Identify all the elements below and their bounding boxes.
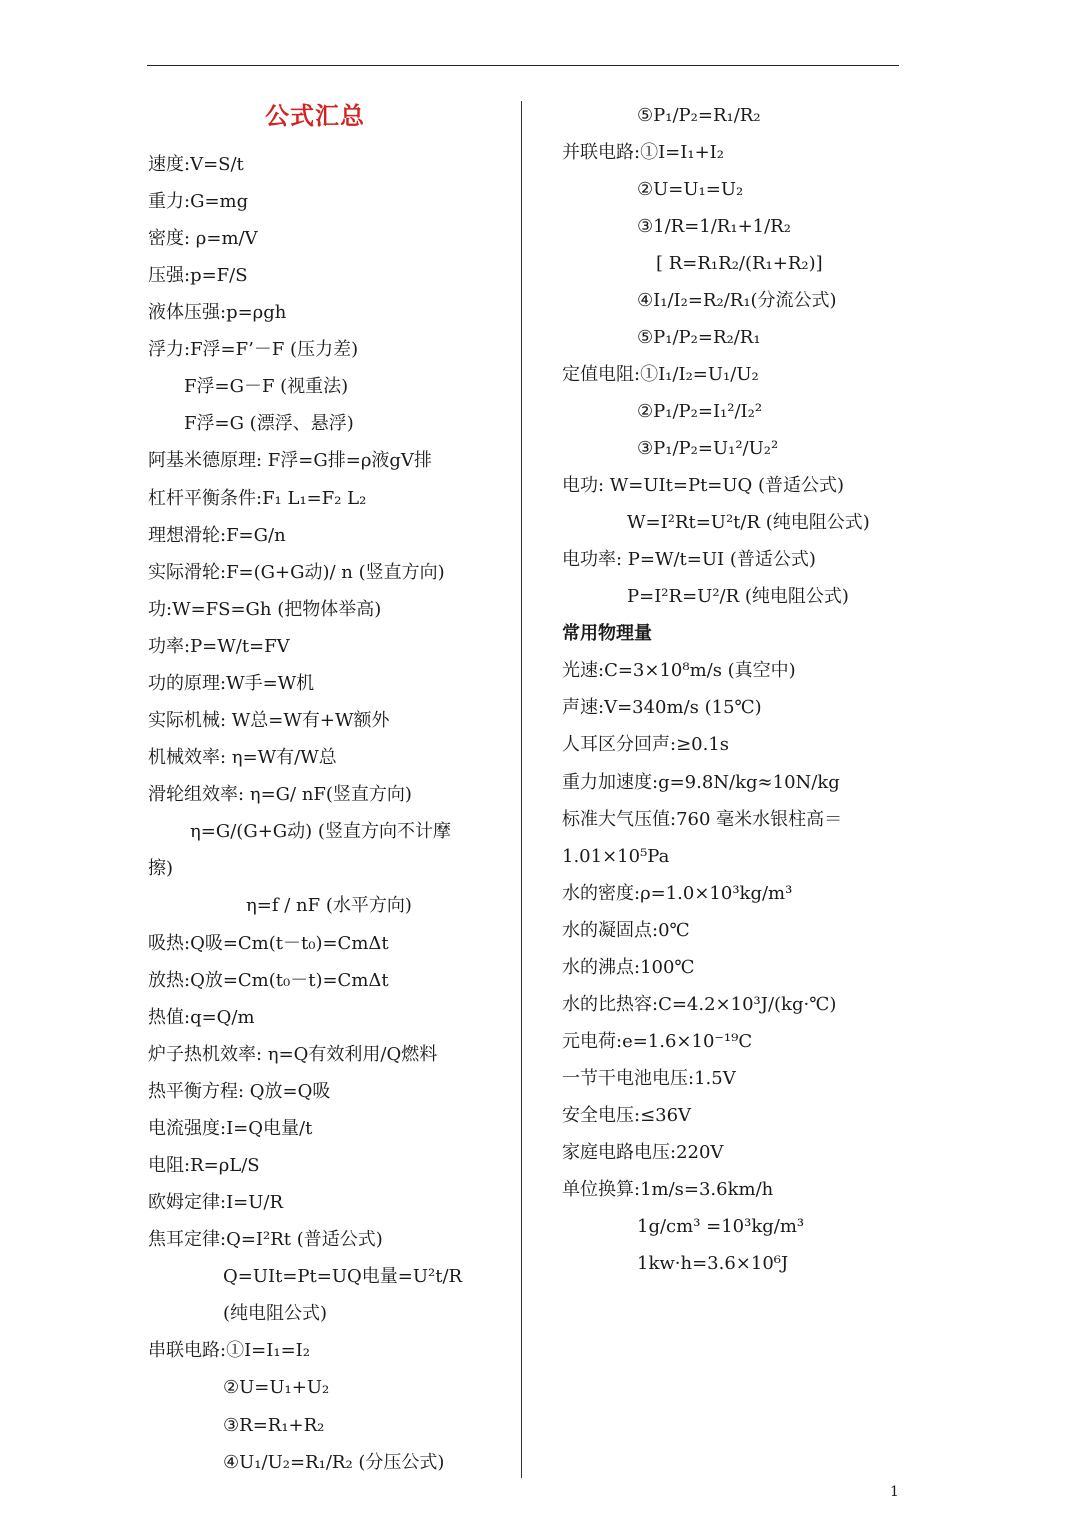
formula-line: 压强:p=F/S xyxy=(148,265,248,286)
formula-line: 重力:G=mg xyxy=(148,191,249,212)
formula-line: 单位换算:1m/s=3.6km/h xyxy=(562,1179,774,1200)
formula-line: 电功: W=UIt=Pt=UQ (普适公式) xyxy=(562,475,845,496)
formula-line: 串联电路:①I=I₁=I₂ xyxy=(148,1340,310,1361)
formula-line: 并联电路:①I=I₁+I₂ xyxy=(562,142,724,163)
formula-line: F浮=G－F (视重法) xyxy=(184,376,349,397)
formula-line: 擦) xyxy=(148,858,174,879)
formula-line: 功率:P=W/t=FV xyxy=(148,636,290,657)
formula-line: ③R=R₁+R₂ xyxy=(223,1415,325,1436)
formula-line: 吸热:Q吸=Cm(t－t₀)=CmΔt xyxy=(148,933,389,954)
formula-line: [ R=R₁R₂/(R₁+R₂)] xyxy=(656,253,823,274)
formula-line: 放热:Q放=Cm(t₀－t)=CmΔt xyxy=(148,970,389,991)
formula-line: 标准大气压值:760 毫米水银柱高＝ xyxy=(562,809,843,830)
formula-line: 速度:V=S/t xyxy=(148,154,244,175)
formula-line: 实际滑轮:F=(G+G动)/ n (竖直方向) xyxy=(148,562,445,583)
formula-line: 人耳区分回声:≥0.1s xyxy=(562,734,730,755)
formula-line: 电功率: P=W/t=UI (普适公式) xyxy=(562,549,816,570)
formula-line: 理想滑轮:F=G/n xyxy=(148,525,286,546)
formula-line: ③1/R=1/R₁+1/R₂ xyxy=(637,216,791,237)
formula-line: 家庭电路电压:220V xyxy=(562,1142,724,1163)
header-rule xyxy=(147,65,899,66)
formula-line: 功的原理:W手=W机 xyxy=(148,673,315,694)
formula-line: 欧姆定律:I=U/R xyxy=(148,1192,284,1213)
formula-line: Q=UIt=Pt=UQ电量=U²t/R xyxy=(223,1266,463,1287)
formula-line: 安全电压:≤36V xyxy=(562,1105,692,1126)
formula-line: 1g/cm³ =10³kg/m³ xyxy=(637,1216,805,1237)
formula-line: 水的比热容:C=4.2×10³J/(kg·℃) xyxy=(562,994,837,1015)
formula-line: 水的密度:ρ=1.0×10³kg/m³ xyxy=(562,883,793,904)
formula-line: 阿基米德原理: F浮=G排=ρ液gV排 xyxy=(148,450,432,471)
formula-line: 水的凝固点:0℃ xyxy=(562,920,690,941)
formula-line: (纯电阻公式) xyxy=(223,1303,328,1324)
document-title: 公式汇总 xyxy=(265,101,365,130)
formula-line: 浮力:F浮=F’－F (压力差) xyxy=(148,339,359,360)
formula-line: 水的沸点:100℃ xyxy=(562,957,695,978)
page-number: 1 xyxy=(890,1484,899,1500)
section-heading: 常用物理量 xyxy=(562,623,652,644)
formula-line: 定值电阻:①I₁/I₂=U₁/U₂ xyxy=(562,364,759,385)
formula-line: 实际机械: W总=W有+W额外 xyxy=(148,710,390,731)
formula-line: ②U=U₁+U₂ xyxy=(223,1377,330,1398)
formula-line: 密度: ρ=m/V xyxy=(148,228,258,249)
formula-line: 电阻:R=ρL/S xyxy=(148,1155,260,1176)
formula-line: P=I²R=U²/R (纯电阻公式) xyxy=(627,586,849,607)
column-divider xyxy=(521,101,522,1478)
formula-line: 1kw·h=3.6×10⁶J xyxy=(637,1253,789,1274)
formula-line: η=G/(G+G动) (竖直方向不计摩 xyxy=(190,821,451,842)
formula-line: 1.01×10⁵Pa xyxy=(562,846,670,867)
formula-line: 杠杆平衡条件:F₁ L₁=F₂ L₂ xyxy=(148,488,367,509)
formula-line: 重力加速度:g=9.8N/kg≈10N/kg xyxy=(562,772,840,793)
formula-line: ③P₁/P₂=U₁²/U₂² xyxy=(637,438,779,459)
formula-line: ⑤P₁/P₂=R₂/R₁ xyxy=(637,327,761,348)
formula-line: 热值:q=Q/m xyxy=(148,1007,255,1028)
formula-line: 电流强度:I=Q电量/t xyxy=(148,1118,313,1139)
formula-line: F浮=G (漂浮、悬浮) xyxy=(184,413,354,434)
formula-line: W=I²Rt=U²t/R (纯电阻公式) xyxy=(627,512,870,533)
formula-line: η=f / nF (水平方向) xyxy=(246,895,412,916)
formula-line: 滑轮组效率: η=G/ nF(竖直方向) xyxy=(148,784,412,805)
formula-line: 光速:C=3×10⁸m/s (真空中) xyxy=(562,660,796,681)
formula-line: 一节干电池电压:1.5V xyxy=(562,1068,736,1089)
formula-line: 元电荷:e=1.6×10⁻¹⁹C xyxy=(562,1031,753,1052)
formula-line: 液体压强:p=ρgh xyxy=(148,302,287,323)
formula-line: 热平衡方程: Q放=Q吸 xyxy=(148,1081,331,1102)
formula-line: 焦耳定律:Q=I²Rt (普适公式) xyxy=(148,1229,383,1250)
formula-line: ②P₁/P₂=I₁²/I₂² xyxy=(637,401,763,422)
formula-line: 炉子热机效率: η=Q有效利用/Q燃料 xyxy=(148,1044,438,1065)
formula-line: ④I₁/I₂=R₂/R₁(分流公式) xyxy=(637,290,837,311)
formula-line: ②U=U₁=U₂ xyxy=(637,179,744,200)
formula-line: 机械效率: η=W有/W总 xyxy=(148,747,337,768)
formula-line: ⑤P₁/P₂=R₁/R₂ xyxy=(637,105,761,126)
formula-line: ④U₁/U₂=R₁/R₂ (分压公式) xyxy=(223,1452,445,1473)
formula-line: 声速:V=340m/s (15℃) xyxy=(562,697,762,718)
formula-line: 功:W=FS=Gh (把物体举高) xyxy=(148,599,382,620)
